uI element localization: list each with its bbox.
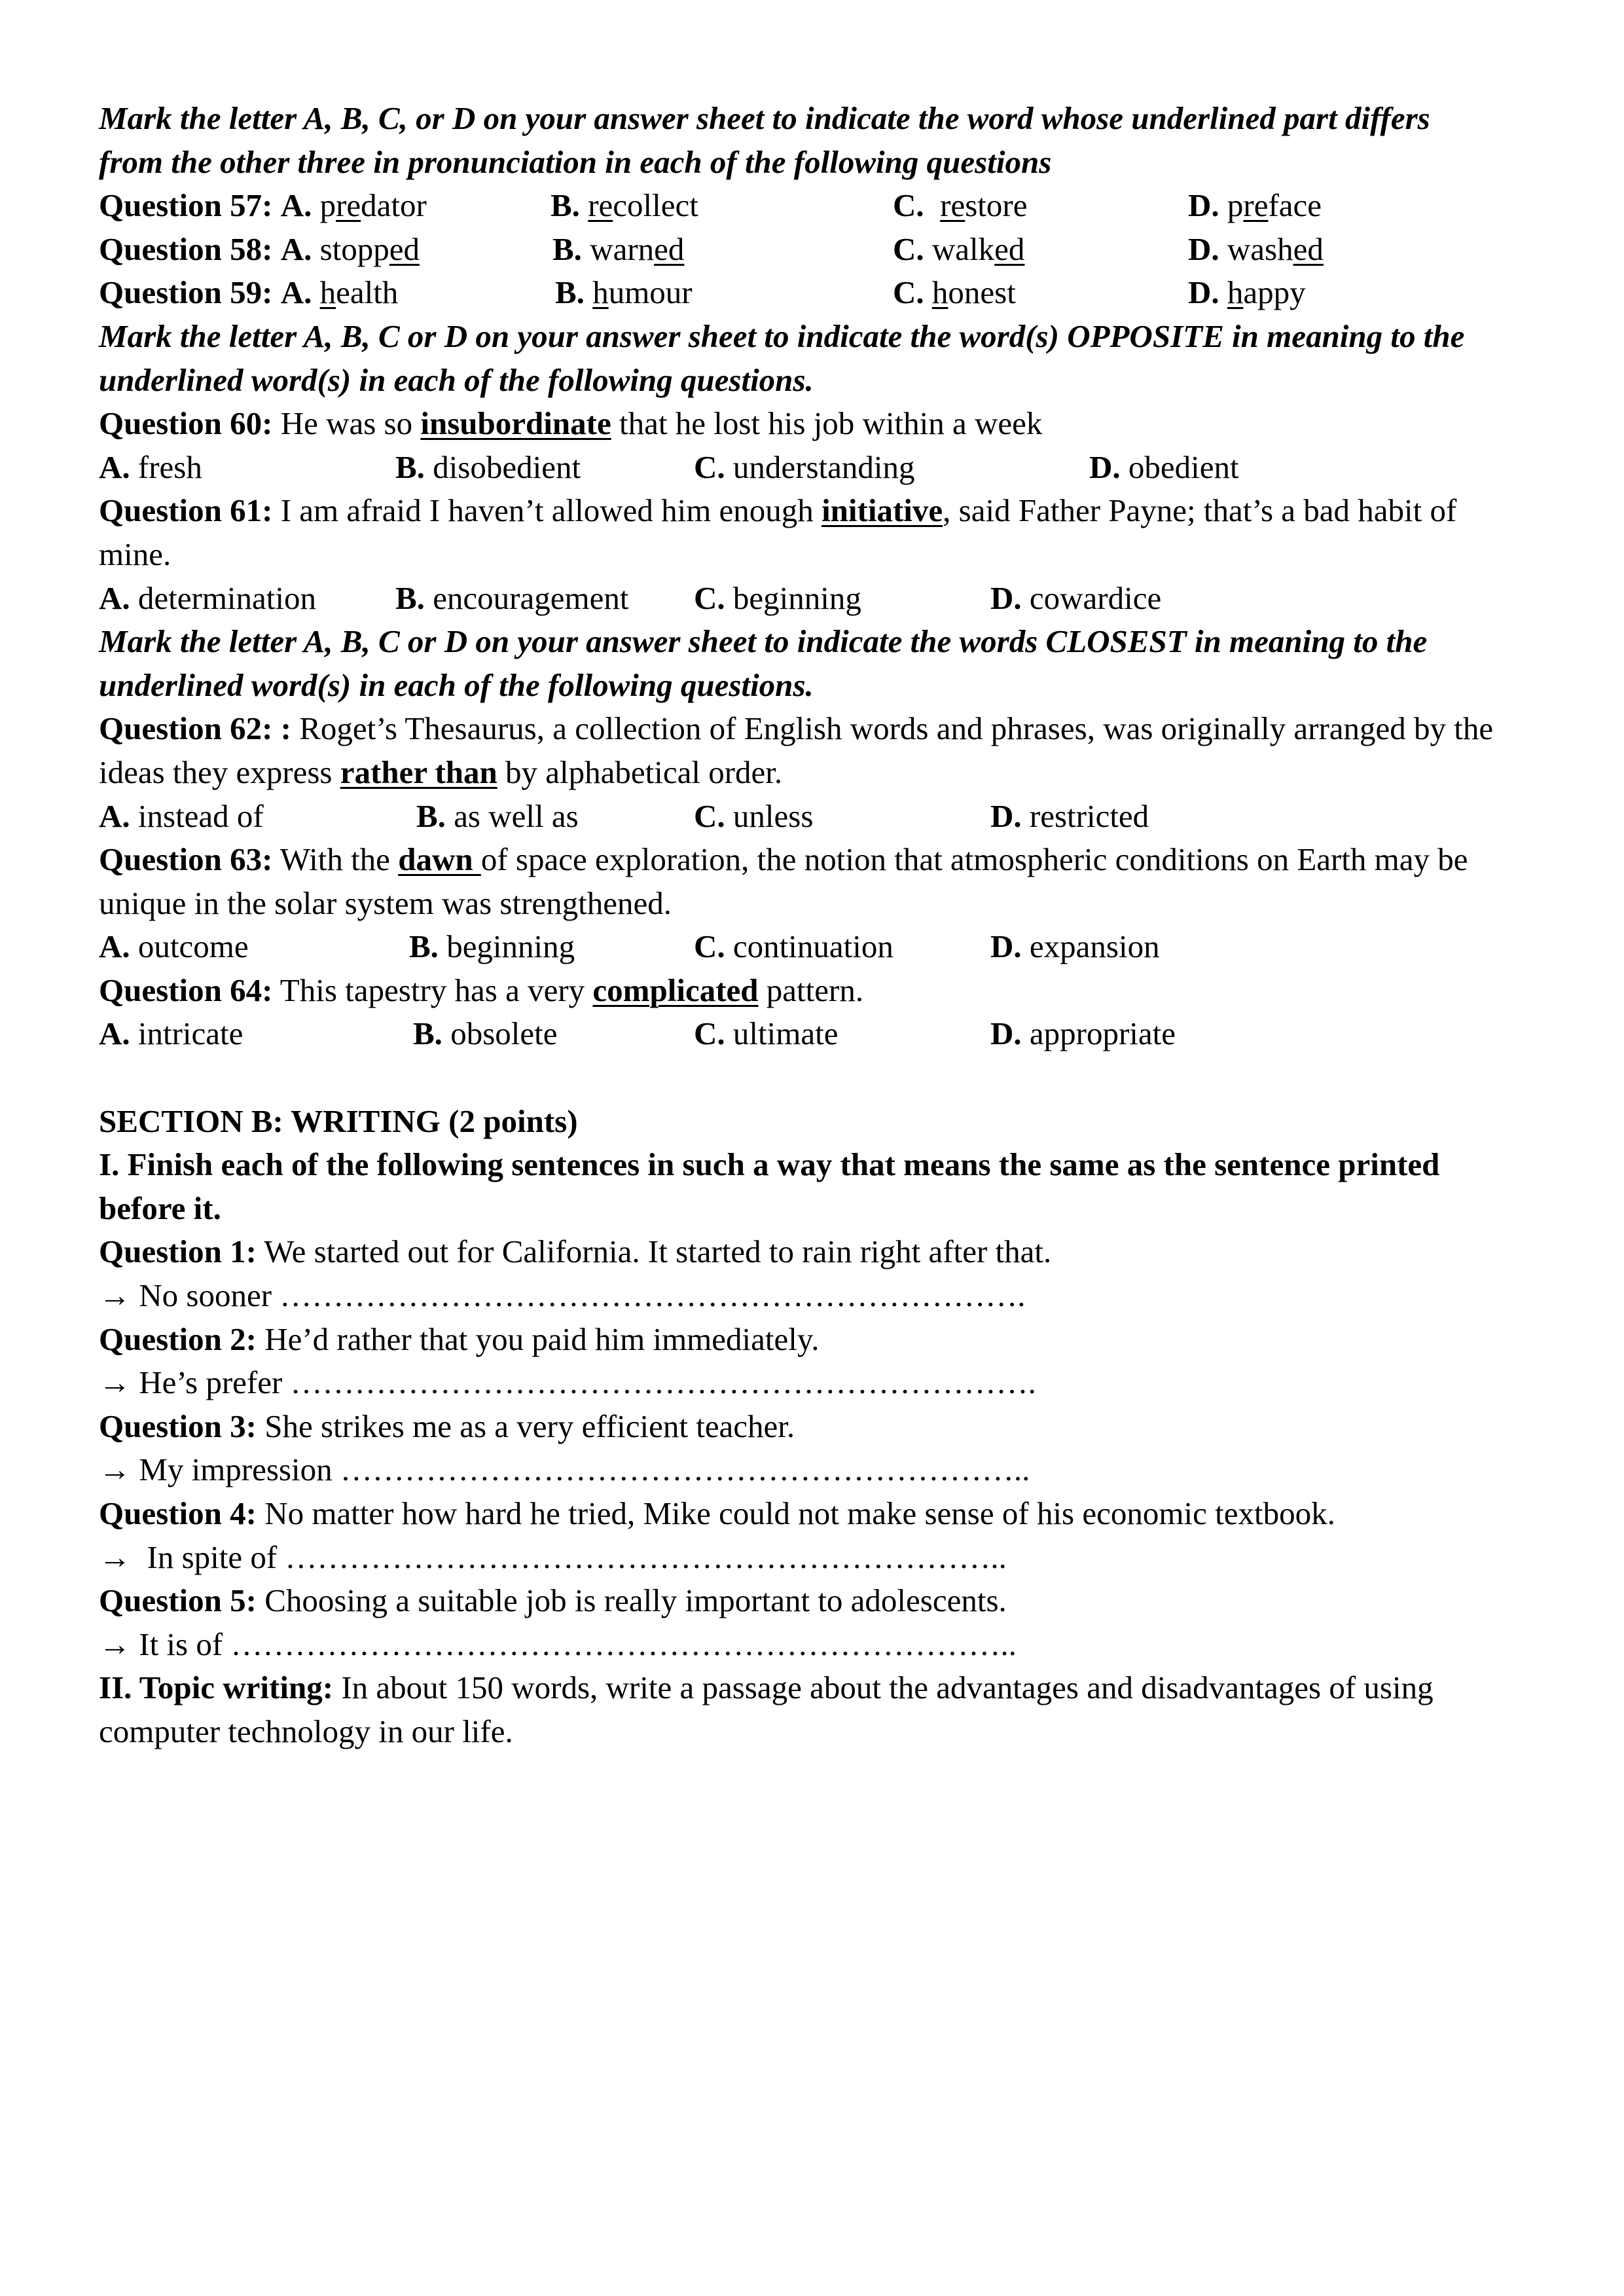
option-text: unless [732,797,814,834]
question-text: mine. [99,536,171,572]
instruction-pronunciation: Mark the letter A, B, C, or D on your answer sheet to indicate the word whose underlined part differs [99,100,1430,136]
option-letter: C. [694,797,725,834]
instruction-closest-2: underlined word(s) in each of the following questions. [99,666,814,703]
writing-question-3 [99,1405,1539,1449]
topic-text: computer technology in our life. [99,1713,513,1749]
question-62-line2 [99,751,1539,795]
option-d [990,795,1149,839]
topic-writing [99,1666,1539,1710]
instruction-closest: Mark the letter A, B, C or D on your answer sheet to indicate the words CLOSEST in meaning to the [99,623,1428,660]
option-letter: A. [99,579,130,616]
options-64 [99,1012,1539,1056]
option-a [99,271,398,315]
option-text: understanding [732,448,915,485]
options-60 [99,446,1539,490]
question-text: that he lost his job within a week [611,405,1043,442]
question-text: Choosing a suitable job is really important to adolescents. [256,1582,1007,1619]
question-58 [99,228,1539,272]
option-text: expansion [1029,928,1160,965]
option-c [893,228,1024,272]
answer-prompt: In spite of ………………………………………………………….. [131,1539,1007,1575]
answer-prompt: No sooner ……………………………………………………………. [131,1277,1026,1314]
option-letter: A. [280,187,312,224]
question-text: With the [272,841,399,878]
option-text: determination [137,579,317,616]
option-b [552,228,684,272]
writing-question-1 [99,1230,1539,1274]
underlined-part: h [319,274,336,311]
instruction-pronunciation-2: from the other three in pronunciation in each of the following questions [99,143,1052,180]
section-b-instruction-2: before it. [99,1190,221,1226]
options-62 [99,795,1539,839]
option-text: as well as [454,797,579,834]
option-text: continuation [732,928,893,965]
option-letter: C. [893,187,924,224]
option-letter: D. [990,797,1022,834]
option-text: warn [590,230,655,267]
question-57 [99,184,1539,228]
option-text: umour [608,274,693,311]
question-text: He was so [272,405,421,442]
question-59 [99,271,1539,315]
option-d [1188,228,1324,272]
option-c [893,271,1016,315]
question-text: This tapestry has a very [272,972,593,1008]
option-text: face [1268,187,1322,224]
writing-question-2 [99,1318,1539,1362]
option-letter: A. [280,230,312,267]
option-letter: B. [395,448,425,485]
answer-prompt: He’s prefer ……………………………………………………………. [131,1364,1036,1401]
topic-label: II. Topic writing: [99,1669,334,1706]
option-b [395,446,581,490]
answer-line[interactable] [99,1361,1539,1405]
arrow-icon: → [99,1626,131,1662]
option-c [694,925,893,969]
question-label: Question 57: [99,187,273,224]
question-label: Question 62: : [99,710,291,747]
question-64 [99,969,1539,1013]
option-text: store [965,187,1028,224]
answer-line[interactable] [99,1536,1539,1580]
underlined-part: h [931,274,948,311]
option-text: fresh [137,448,202,485]
option-letter: C. [694,448,725,485]
option-d [1089,446,1239,490]
option-a [99,446,202,490]
answer-line[interactable] [99,1274,1539,1318]
option-b [413,1012,557,1056]
question-label: Question 5: [99,1582,257,1619]
underlined-word: complicated [592,972,759,1008]
question-61 [99,489,1539,533]
option-letter: B. [550,187,580,224]
section-b-instruction: I. Finish each of the following sentences in such a way that means the same as the sentence printed [99,1146,1440,1183]
question-text: of space exploration, the notion that atmospheric conditions on Earth may be [480,841,1468,878]
answer-prompt: My impression ……………………………………………………….. [131,1451,1030,1488]
question-text: Roget’s Thesaurus, a collection of English words and phrases, was originally arranged by the [291,710,1494,747]
option-letter: A. [280,274,312,311]
underlined-part: h [1227,274,1244,311]
option-text: beginning [732,579,861,616]
answer-prompt: It is of ……………………………………………………………….. [131,1626,1017,1662]
option-a [99,577,316,621]
option-text: wash [1227,230,1293,267]
option-a [99,184,427,228]
option-letter: D. [1089,448,1121,485]
option-letter: D. [990,1015,1022,1052]
underlined-part: ed [1293,230,1324,267]
option-text: obedient [1128,448,1239,485]
option-letter: B. [409,928,439,965]
option-b [395,577,628,621]
underlined-word: rather than [340,754,497,790]
question-63 [99,838,1539,882]
answer-line[interactable] [99,1623,1539,1667]
option-text: appy [1243,274,1306,311]
option-text: instead of [137,797,264,834]
question-62 [99,707,1539,751]
option-letter: C. [694,579,725,616]
option-letter: B. [395,579,425,616]
answer-line[interactable] [99,1448,1539,1492]
underlined-word: insubordinate [420,405,611,442]
question-text: unique in the solar system was strengthened. [99,884,672,921]
question-label: Question 64: [99,972,273,1008]
option-letter: C. [893,274,924,311]
option-letter: A. [99,1015,130,1052]
option-text: stopp [319,230,389,267]
option-letter: A. [99,797,130,834]
option-text: appropriate [1029,1015,1176,1052]
option-text: beginning [446,928,575,965]
option-text: intricate [137,1015,244,1052]
topic-text: In about 150 words, write a passage about the advantages and disadvantages of using [333,1669,1434,1706]
question-text: ideas they express [99,754,340,790]
underlined-part: re [588,187,613,224]
underlined-word: initiative [821,492,943,529]
question-text: No matter how hard he tried, Mike could not make sense of his economic textbook. [256,1495,1335,1531]
underlined-word: dawn [398,841,481,878]
writing-question-5 [99,1579,1539,1623]
underlined-part: h [592,274,609,311]
option-text: onest [948,274,1016,311]
option-c [694,446,915,490]
underlined-part: re [940,187,965,224]
instruction-opposite: Mark the letter A, B, C or D on your answer sheet to indicate the word(s) OPPOSITE in meaning to the [99,318,1465,354]
option-d [1188,271,1306,315]
option-letter: D. [1188,274,1219,311]
arrow-icon: → [99,1364,131,1401]
arrow-icon: → [99,1451,131,1488]
option-b [555,271,693,315]
option-c [694,795,813,839]
question-text: She strikes me as a very efficient teacher. [256,1408,795,1444]
option-letter: D. [1188,230,1219,267]
question-label: Question 4: [99,1495,257,1531]
option-letter: B. [555,274,585,311]
option-letter: D. [1188,187,1219,224]
question-label: Question 58: [99,230,273,267]
option-text: outcome [137,928,249,965]
option-text: collect [613,187,698,224]
option-letter: C. [694,928,725,965]
option-letter: B. [413,1015,442,1052]
question-60 [99,402,1539,446]
option-d [990,577,1161,621]
option-text: dator [361,187,427,224]
arrow-icon: → [99,1539,131,1575]
option-text: encouragement [433,579,629,616]
underlined-part: ed [654,230,685,267]
option-a [99,795,264,839]
option-letter: B. [552,230,582,267]
question-text: He’d rather that you paid him immediately. [256,1321,820,1357]
option-a [99,228,420,272]
question-label: Question 63: [99,841,273,878]
arrow-icon: → [99,1277,131,1314]
option-text: restricted [1029,797,1149,834]
option-b [409,925,575,969]
option-c [694,577,861,621]
option-letter: B. [416,797,446,834]
option-text: ealth [336,274,399,311]
option-d [990,1012,1176,1056]
option-text: p [1227,187,1244,224]
instruction-opposite-2: underlined word(s) in each of the following questions. [99,361,814,398]
underlined-part: re [336,187,361,224]
options-61 [99,577,1539,621]
option-letter: C. [694,1015,725,1052]
option-text: obsolete [450,1015,558,1052]
underlined-part: ed [994,230,1025,267]
question-text: pattern. [758,972,864,1008]
option-b [416,795,579,839]
option-a [99,1012,243,1056]
option-text: disobedient [433,448,581,485]
question-label: Question 61: [99,492,273,529]
option-d [1188,184,1322,228]
option-b [550,184,698,228]
question-text: We started out for California. It started to rain right after that. [256,1233,1052,1270]
option-letter: D. [990,928,1022,965]
underlined-part: re [1243,187,1269,224]
question-label: Question 1: [99,1233,257,1270]
question-label: Question 59: [99,274,273,311]
option-letter: D. [990,579,1022,616]
option-c [694,1012,838,1056]
question-text: by alphabetical order. [497,754,783,790]
option-letter: A. [99,448,130,485]
option-text: p [319,187,336,224]
option-c [893,184,1027,228]
question-label: Question 2: [99,1321,257,1357]
option-letter: C. [893,230,924,267]
question-label: Question 60: [99,405,273,442]
writing-question-4 [99,1492,1539,1536]
option-d [990,925,1160,969]
option-text: walk [931,230,995,267]
options-63 [99,925,1539,969]
question-label: Question 3: [99,1408,257,1444]
section-b-title: SECTION B: WRITING (2 points) [99,1102,578,1139]
underlined-part: ed [389,230,420,267]
option-letter: A. [99,928,130,965]
option-text: cowardice [1029,579,1162,616]
option-text: ultimate [732,1015,839,1052]
option-text [932,187,940,223]
option-a [99,925,249,969]
question-text: , said Father Payne; that’s a bad habit of [943,492,1457,529]
question-text: I am afraid I haven’t allowed him enough [272,492,822,529]
